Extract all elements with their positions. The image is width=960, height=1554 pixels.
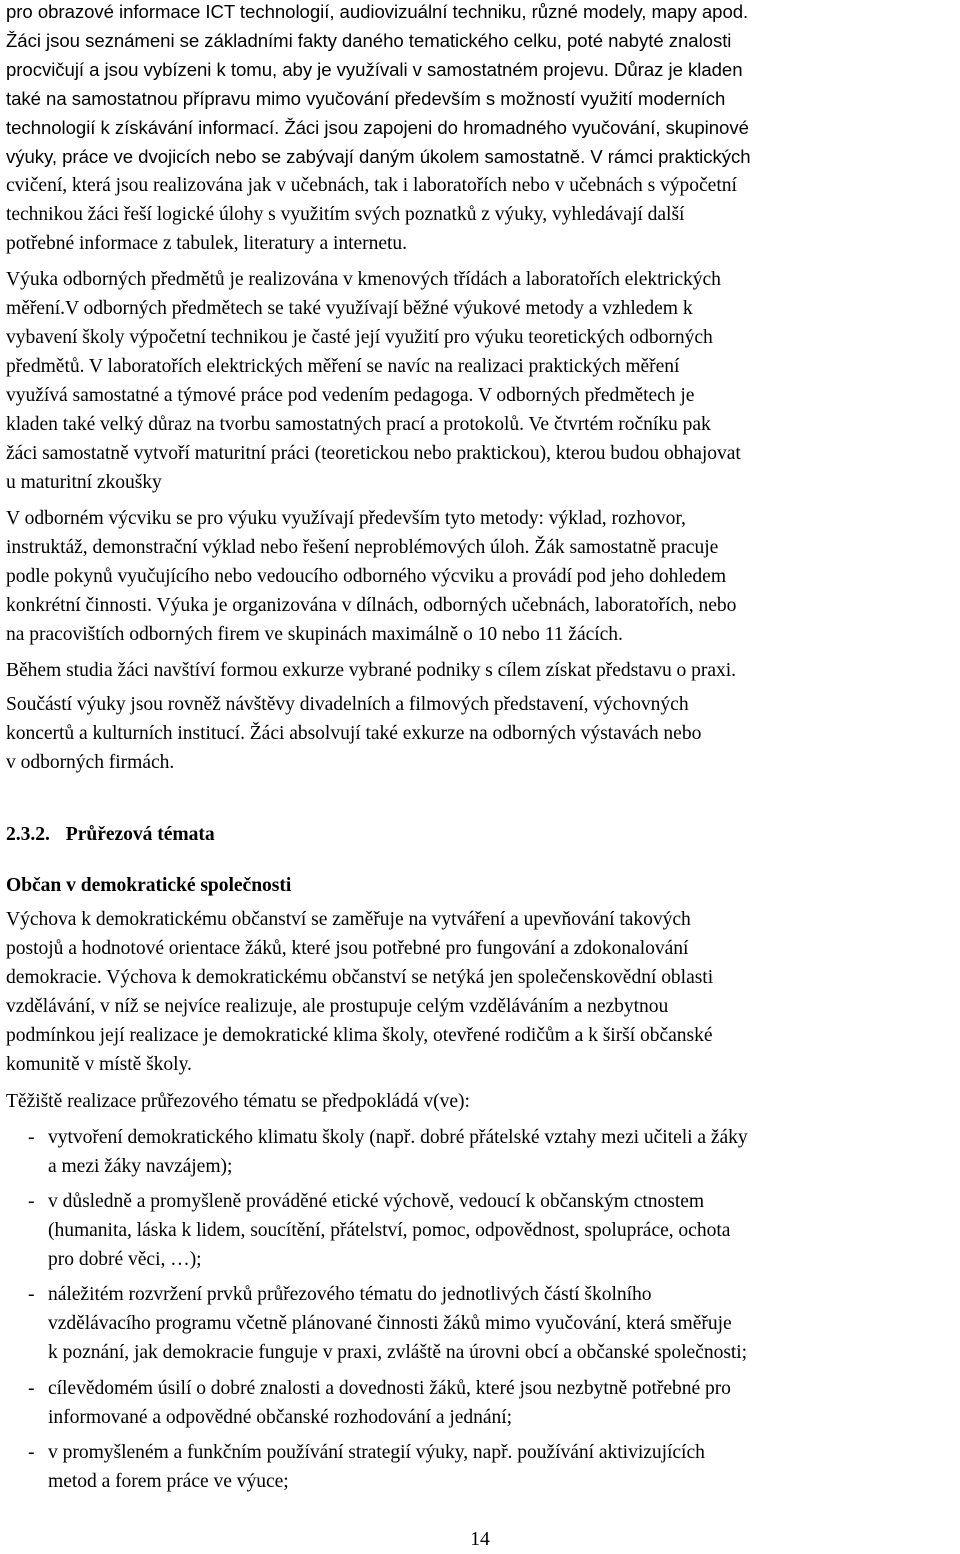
text-line: a mezi žáky navzájem); (48, 1156, 233, 1177)
text-line: také na samostatnou přípravu mimo vyučování především s možností využití moderních (6, 88, 726, 109)
page-number: 14 (470, 1529, 490, 1550)
text-line: na pracovištích odborných firem ve skupinách maximálně o 10 nebo 11 žácích. (6, 624, 623, 645)
list-dash: - (28, 1191, 35, 1212)
text-line: Těžiště realizace průřezového tématu se předpokládá v(ve): (6, 1091, 470, 1112)
text-line: měření.V odborných předmětech se také využívají běžné výukové metody a vzhledem k (6, 298, 693, 319)
section-number: 2.3.2. (6, 824, 50, 845)
text-line: procvičují a jsou vybízeni k tomu, aby je využívali v samostatném projevu. Důraz je kladen (6, 59, 743, 80)
text-line: Součástí výuky jsou rovněž návštěvy divadelních a filmových představení, výchovných (6, 694, 689, 715)
paragraph-vocational-training (6, 504, 956, 649)
text-line: komunitě v místě školy. (6, 1054, 192, 1075)
list-dash: - (28, 1284, 35, 1305)
text-line: instruktáž, demonstrační výklad nebo řešení neproblémových úloh. Žák samostatně pracuje (6, 537, 719, 558)
paragraph-excursions (6, 656, 956, 685)
text-line: vzdělávacího programu včetně plánované činnosti žáků mimo vyučování, která směřuje (48, 1313, 732, 1334)
text-line: technikou žáci řeší logické úlohy s využitím svých poznatků z výuky, vyhledávají další (6, 204, 685, 225)
text-line: technologií k získávání informací. Žáci jsou zapojeni do hromadného vyučování, skupinové (6, 117, 749, 138)
text-line: koncertů a kulturních institucí. Žáci absolvují také exkurze na odborných výstavách nebo (6, 723, 702, 744)
text-line: potřebné informace z tabulek, literatury a internetu. (6, 233, 408, 254)
text-line: vzdělávání, v níž se nejvíce realizuje, ale prostupuje celým vzděláváním a nezbytnou (6, 996, 669, 1017)
paragraph-democratic-citizenship (6, 905, 956, 1079)
text-line: cílevědomém úsilí o dobré znalosti a dovednosti žáků, které jsou nezbytně potřebné pro (48, 1378, 731, 1399)
text-line: Žáci jsou seznámeni se základními fakty daného tematického celku, poté nabyté znalosti (6, 30, 732, 51)
paragraph-teaching-methods (6, 0, 956, 258)
text-line: konkrétní činnosti. Výuka je organizována v dílnách, odborných učebnách, laboratořích, nebo (6, 595, 737, 616)
text-line: (humanita, láska k lidem, soucítění, přátelství, pomoc, odpovědnost, spolupráce, ochota (48, 1220, 731, 1241)
paragraph-list-intro (6, 1087, 956, 1116)
text-line: u maturitní zkoušky (6, 472, 162, 493)
text-line: demokracie. Výchova k demokratickému občanství se netýká jen společenskovědní oblasti (6, 967, 714, 988)
list-dash: - (28, 1127, 35, 1148)
text-line: informované a odpovědné občanské rozhodování a jednání; (48, 1407, 513, 1428)
text-line: vytvoření demokratického klimatu školy (např. dobré přátelské vztahy mezi učiteli a žáky (48, 1127, 748, 1148)
text-line: předmětů. V laboratořích elektrických měření se navíc na realizaci praktických měření (6, 356, 680, 377)
list-dash: - (28, 1442, 35, 1463)
text-line: Výchova k demokratickému občanství se zaměřuje na vytváření a upevňování takových (6, 909, 691, 930)
text-line: cvičení, která jsou realizována jak v učebnách, tak i laboratořích nebo v učebnách s výpočetní (6, 175, 737, 196)
text-line: podmínkou její realizace je demokratické klima školy, otevřené rodičům a k širší občanské (6, 1025, 713, 1046)
paragraph-cultural-visits (6, 690, 956, 777)
text-line: žáci samostatně vytvoří maturitní práci (teoretickou nebo praktickou), kterou budou obhajovat (6, 443, 741, 464)
text-line: náležitém rozvržení prvků průřezového tématu do jednotlivých částí školního (48, 1284, 652, 1305)
list-dash: - (28, 1378, 35, 1399)
text-line: V odborném výcviku se pro výuku využívají především tyto metody: výklad, rozhovor, (6, 508, 686, 529)
text-line: výuky, práce ve dvojicích nebo se zabývají daným úkolem samostatně. V rámci praktických (6, 146, 751, 167)
text-line: v odborných firmách. (6, 752, 175, 773)
text-line: v důsledně a promyšleně prováděné etické výchově, vedoucí k občanským ctnostem (48, 1191, 705, 1212)
text-line: vybavení školy výpočetní technikou je časté její využití pro výuku teoretických odborných (6, 327, 713, 348)
text-line: pro dobré věci, …); (48, 1249, 202, 1270)
subheading: Občan v demokratické společnosti (6, 875, 292, 896)
paragraph-vocational-subjects (6, 265, 956, 497)
text-line: Výuka odborných předmětů je realizována v kmenových třídách a laboratořích elektrických (6, 269, 721, 290)
section-heading (6, 820, 956, 849)
text-line: postojů a hodnotové orientace žáků, které jsou potřebné pro fungování a zdokonalování (6, 938, 689, 959)
text-line: využívá samostatné a týmové práce pod vedením pedagoga. V odborných předmětech je (6, 385, 695, 406)
text-line: k poznání, jak demokracie funguje v praxi, zvláště na úrovni obcí a občanské společnosti; (48, 1342, 748, 1363)
text-line: podle pokynů vyučujícího nebo vedoucího odborného výcviku a provádí pod jeho dohledem (6, 566, 727, 587)
text-line: pro obrazové informace ICT technologií, audiovizuální techniku, různé modely, mapy apod. (6, 1, 749, 22)
text-line: Během studia žáci navštíví formou exkurze vybrané podniky s cílem získat představu o praxi. (6, 660, 737, 681)
section-title: Průřezová témata (65, 824, 215, 845)
text-line: kladen také velký důraz na tvorbu samostatných prací a protokolů. Ve čtvrtém ročníku pak (6, 414, 711, 435)
text-line: metod a forem práce ve výuce; (48, 1471, 289, 1492)
text-line: v promyšleném a funkčním používání strategií výuky, např. používání aktivizujících (48, 1442, 705, 1463)
